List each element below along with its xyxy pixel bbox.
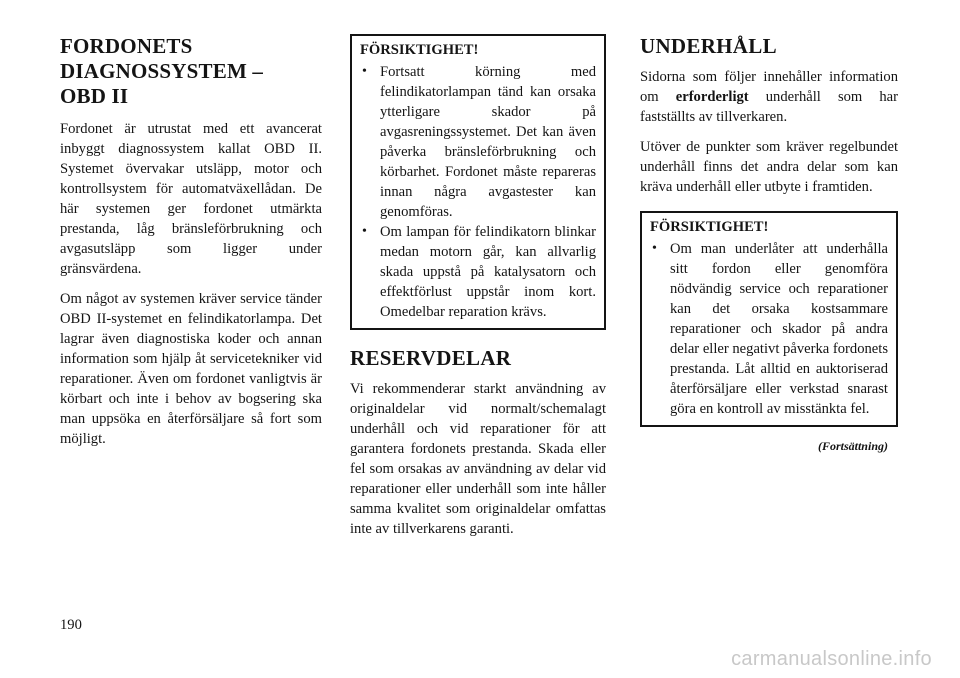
parts-paragraph: Vi rekommenderar starkt användning av originaldelar vid normalt/schemalagt underhåll och vid reparationer för att garantera fordonets prestanda. Skada eller fel som orsakas av användning av delar vid reparationer eller underhåll som inte håller samma kvalitet som originaldelar omfattas inte av tillverkarens garanti. xyxy=(350,381,606,537)
maintenance-text-bold: erforderligt xyxy=(675,89,749,105)
bullet-icon: • xyxy=(362,224,367,239)
parts-heading: RESERVDELAR xyxy=(350,346,512,370)
obd-heading-line2: DIAGNOSSYSTEM – xyxy=(60,59,264,83)
continued-note: (Fortsättning) xyxy=(817,439,888,453)
obd-heading xyxy=(60,34,322,109)
caution-box-2 xyxy=(640,211,898,427)
caution-item-text: Om man underlåter att underhålla sitt fordon eller genomföra nödvändig service och reparationer kan det orsaka kostsammare reparationer och skador på andra delar eller negativt påverka fordonets prestanda. Låt alltid en auktoriserad återförsäljare eller verkstad snarast göra en kontroll av misstänkta fel. xyxy=(670,241,888,417)
obd-heading-line1: FORDONETS xyxy=(60,34,193,58)
maintenance-heading: UNDERHÅLL xyxy=(640,34,777,58)
caution-item xyxy=(650,239,888,419)
maintenance-paragraph-1 xyxy=(640,67,898,127)
caution-list xyxy=(650,239,888,419)
caution-title: FÖRSIKTIGHET! xyxy=(360,42,479,58)
caution-item xyxy=(360,62,596,222)
maintenance-paragraph-2: Utöver de punkter som kräver regelbundet underhåll finns det andra delar som kan kräva underhåll eller utbyte i framtiden. xyxy=(640,139,898,195)
caution-item-text: Om lampan för felindikatorn blinkar medan motorn går, kan allvarlig skada uppstå på katalysatorn och effektförlust uppstår inom kort. Omedelbar reparation krävs. xyxy=(380,224,596,320)
maintenance-text-before: Sidorna som följer innehåller information om xyxy=(640,69,898,105)
caution-item xyxy=(360,222,596,322)
maintenance-section xyxy=(640,34,898,454)
middle-column xyxy=(350,34,606,549)
bullet-icon: • xyxy=(362,64,367,79)
caution-box-1 xyxy=(350,34,606,330)
page-number: 190 xyxy=(60,617,82,633)
obd-heading-line3: OBD II xyxy=(60,84,129,108)
obd-paragraph-2: Om något av systemen kräver service tänder OBD II-systemet en felindikatorlampa. Det lagrar även diagnostiska koder och annan information som hjälp åt servicetekniker vid reparationer. Även om fordonet vanligtvis är körbart och inte i behov av bogsering ska man uppsöka en återförsäljare så fort som möjligt. xyxy=(60,291,322,447)
maintenance-text-after: underhåll som har fastställts av tillverkaren. xyxy=(640,89,898,125)
watermark: carmanualsonline.info xyxy=(731,648,932,670)
bullet-icon: • xyxy=(652,241,657,256)
caution-list xyxy=(360,62,596,322)
obd-paragraph-1: Fordonet är utrustat med ett avancerat inbyggt diagnossystem kallat OBD II. Systemet övervakar utsläpp, motor och kontrollsystem för automatväxellådan. De här systemen ger fordonet utmärkta prestanda, låg bränsleförbrukning och avgasutsläpp som ligger under gränsvärdena. xyxy=(60,121,322,277)
obd-section xyxy=(60,34,322,459)
caution-title: FÖRSIKTIGHET! xyxy=(650,219,769,235)
caution-item-text: Fortsatt körning med felindikatorlampan tänd kan orsaka ytterligare skador på avgasreningssystemet. Det kan även påverka bränsleförbrukning och körbarhet. Fordonet måste repareras innan några avgastester kan genomföras. xyxy=(380,64,596,220)
